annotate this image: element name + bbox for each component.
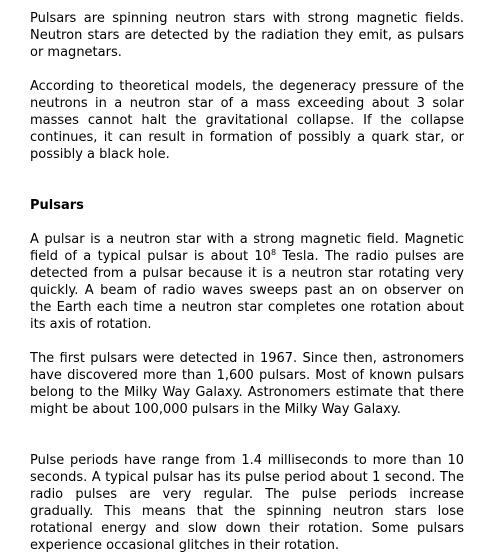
pulsar-paragraph-text-start: A pulsar is a neutron star with a strong magnetic field. Magnetic field of a typical pulsar is about 10 xyxy=(30,232,464,264)
document-body xyxy=(30,10,464,554)
pulse-periods-paragraph: Pulse periods have range from 1.4 milliseconds to more than 10 seconds. A typical pulsar has its pulse period about 1 second. The radio pulses are very regular. The pulse periods increase gradually. This means that the spinning neutron stars lose rotational energy and slow down their rotation. Some pulsars experience occasional glitches in their rotation. xyxy=(30,453,464,553)
section-heading-pulsars: Pulsars xyxy=(30,198,84,213)
pulsar-definition-paragraph xyxy=(30,231,464,333)
exponent-superscript: 8 xyxy=(270,248,277,257)
pulsar-paragraph-text-end: Tesla. The radio pulses are detected from a pulsar because it is a neutron star rotating very quickly. A beam of radio waves sweeps past an on observer on the Earth each time a neutron star completes one rotation about its axis of rotation. xyxy=(30,249,464,332)
theory-paragraph: According to theoretical models, the degeneracy pressure of the neutrons in a neutron star of a mass exceeding about 3 solar masses cannot halt the gravitational collapse. If the collapse continues, it can result in formation of possibly a quark star, or possibly a black hole. xyxy=(30,79,464,162)
intro-paragraph: Pulsars are spinning neutron stars with strong magnetic fields. Neutron stars are detected by the radiation they emit, as pulsars or magnetars. xyxy=(30,11,464,60)
discovery-paragraph: The first pulsars were detected in 1967. Since then, astronomers have discovered more than 1,600 pulsars. Most of known pulsars belong to the Milky Way Galaxy. Astronomers estimate that there might be about 100,000 pulsars in the Milky Way Galaxy. xyxy=(30,351,464,417)
